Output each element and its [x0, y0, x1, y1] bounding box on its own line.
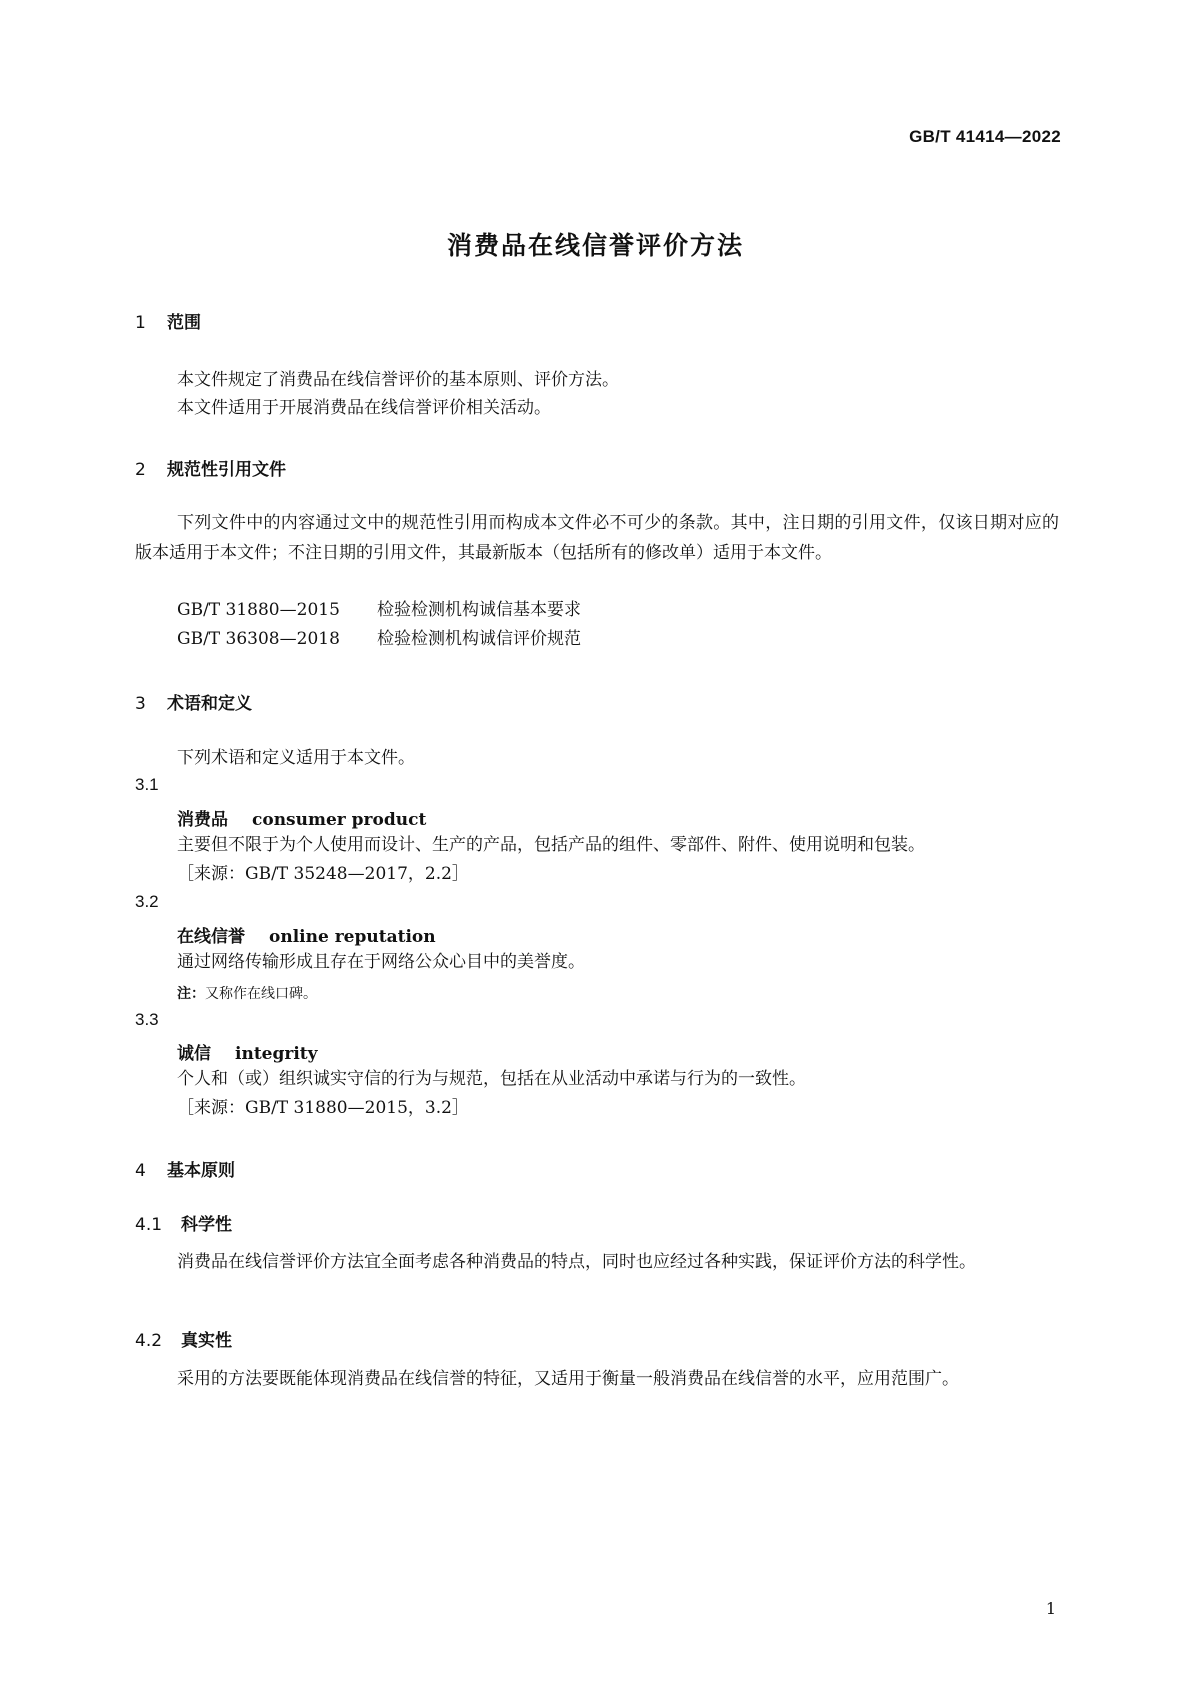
reference-item: [177, 627, 581, 651]
page-number: 1: [1045, 1599, 1056, 1618]
reference-code: GB/T 31880—2015: [177, 600, 340, 620]
subsection-title: 真实性: [181, 1331, 232, 1351]
term-zh: 诚信: [177, 1044, 211, 1064]
term-en: consumer product: [252, 810, 427, 830]
paragraph: 本文件适用于开展消费品在线信誉评价相关活动。: [177, 398, 551, 418]
section-title: 范围: [167, 313, 201, 333]
paragraph: 消费品在线信誉评价方法宜全面考虑各种消费品的特点，同时也应经过各种实践，保证评价方法的科学性。: [177, 1252, 976, 1272]
section-heading-scope: [135, 308, 201, 333]
term-heading: [177, 1039, 318, 1064]
section-number: 3: [135, 694, 146, 714]
term-definition: 个人和（或）组织诚实守信的行为与规范，包括在从业活动中承诺与行为的一致性。: [177, 1069, 806, 1089]
section-title: 术语和定义: [167, 694, 252, 714]
section-heading-normative-references: [135, 455, 286, 480]
term-definition: 主要但不限于为个人使用而设计、生产的产品，包括产品的组件、零部件、附件、使用说明和包装。: [177, 835, 925, 855]
term-heading: [177, 805, 426, 830]
section-number: 1: [135, 313, 146, 333]
section-title: 基本原则: [167, 1161, 235, 1181]
subsection-title: 科学性: [181, 1215, 232, 1235]
subsection-heading-scientific: [135, 1210, 232, 1235]
reference-title: 检验检测机构诚信基本要求: [377, 600, 581, 620]
section-number: 2: [135, 460, 146, 480]
subsection-heading-authenticity: [135, 1326, 232, 1351]
term-definition: 通过网络传输形成且存在于网络公众心目中的美誉度。: [177, 952, 585, 972]
section-heading-terms: [135, 689, 252, 714]
term-number: 3.3: [135, 1010, 159, 1029]
term-source: ［来源：GB/T 35248—2017，2.2］: [177, 864, 469, 884]
reference-code: GB/T 36308—2018: [177, 629, 340, 649]
paragraph: 采用的方法要既能体现消费品在线信誉的特征，又适用于衡量一般消费品在线信誉的水平，应用范围广。: [177, 1369, 959, 1389]
subsection-number: 4.2: [135, 1331, 163, 1351]
reference-title: 检验检测机构诚信评价规范: [377, 629, 581, 649]
note-label: 注：: [177, 986, 205, 1002]
section-title: 规范性引用文件: [167, 460, 286, 480]
subsection-number: 4.1: [135, 1215, 163, 1235]
term-note: [177, 983, 317, 1003]
paragraph: 下列术语和定义适用于本文件。: [177, 748, 415, 768]
term-heading: [177, 922, 436, 947]
term-en: integrity: [235, 1044, 318, 1064]
paragraph: 本文件规定了消费品在线信誉评价的基本原则、评价方法。: [177, 370, 619, 390]
document-title: 消费品在线信誉评价方法: [446, 231, 744, 260]
paragraph: 下列文件中的内容通过文中的规范性引用而构成本文件必不可少的条款。其中，注日期的引用文件，仅该日期对应的版本适用于本文件；不注日期的引用文件，其最新版本（包括所有的修改单）适用于本文件。: [135, 513, 1059, 563]
term-number: 3.2: [135, 892, 159, 911]
section-heading-principles: [135, 1156, 235, 1181]
standard-number: GB/T 41414—2022: [909, 127, 1061, 146]
term-zh: 在线信誉: [177, 927, 245, 947]
section-number: 4: [135, 1161, 146, 1181]
term-zh: 消费品: [177, 810, 228, 830]
term-en: online reputation: [269, 927, 436, 947]
note-text: 又称作在线口碑。: [205, 986, 317, 1002]
term-number: 3.1: [135, 775, 159, 794]
term-source: ［来源：GB/T 31880—2015，3.2］: [177, 1098, 469, 1118]
reference-item: [177, 598, 581, 622]
